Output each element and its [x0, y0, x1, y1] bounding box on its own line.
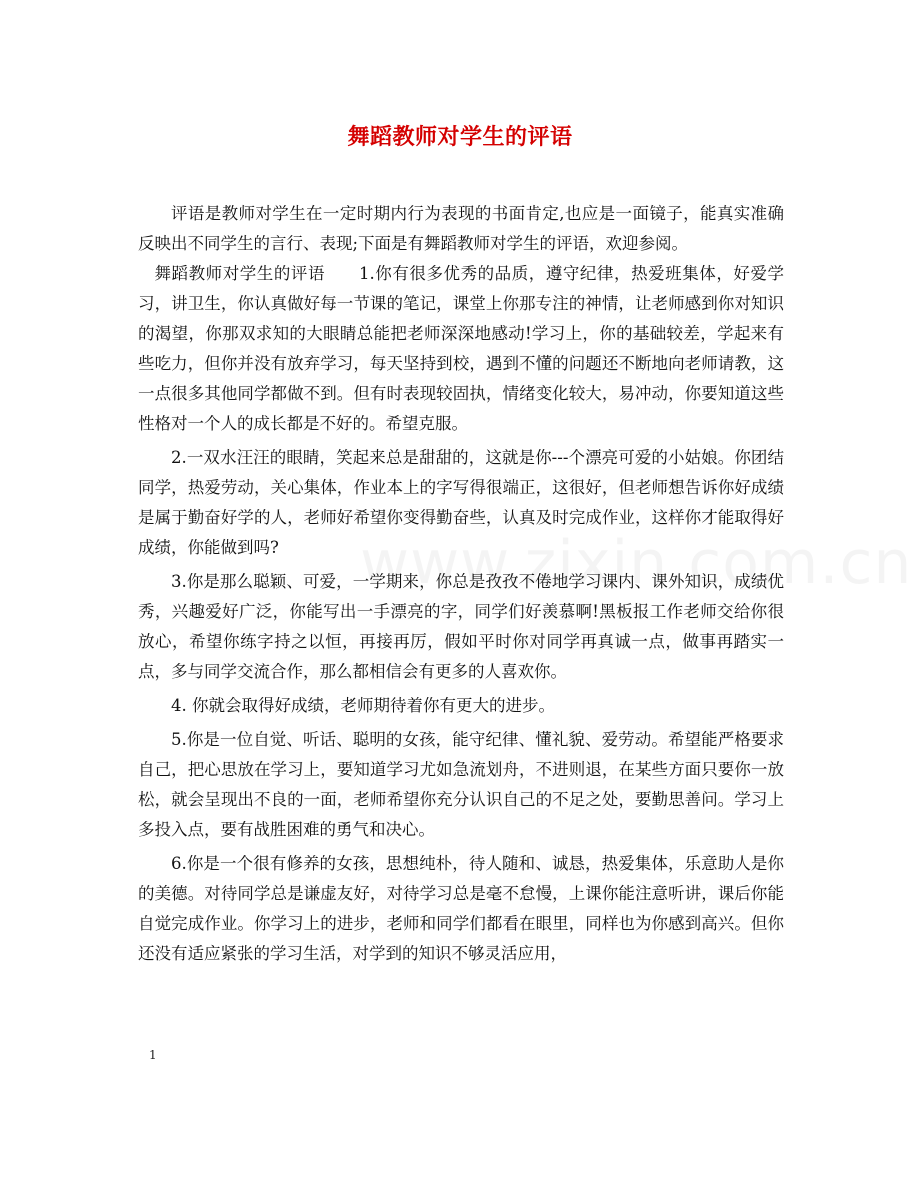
paragraph-1 — [138, 259, 784, 439]
document-body — [138, 199, 784, 973]
paragraph-2: 2.一双水汪汪的眼睛，笑起来总是甜甜的，这就是你---个漂亮可爱的小姑娘。你团结同学，热爱劳动，关心集体，作业本上的字写得很端正，这很好，但老师想告诉你好成绩是属于勤奋好学的人，老师好希望你变得勤奋些，认真及时完成作业，这样你才能取得好成绩，你能做到吗? — [138, 448, 784, 557]
section-heading: 舞蹈教师对学生的评语 — [154, 264, 326, 283]
document-title: 舞蹈教师对学生的评语 — [347, 124, 573, 150]
page-number: 1 — [149, 1048, 157, 1062]
intro-paragraph: 评语是教师对学生在一定时期内行为表现的书面肯定,也应是一面镜子，能真实准确反映出不同学生的言行、表现;下面是有舞蹈教师对学生的评语，欢迎参阅。 — [138, 204, 784, 253]
paragraph-4: 4. 你就会取得好成绩，老师期待着你有更大的进步。 — [171, 696, 555, 715]
paragraph-5: 5.你是一位自觉、听话、聪明的女孩，能守纪律、懂礼貌、爱劳动。希望能严格要求自己，把心思放在学习上，要知道学习尤如急流划舟，不进则退，在某些方面只要你一放松，就会呈现出不良的一面，老师希望你充分认识自己的不足之处，要勤思善问。学习上多投入点，要有战胜困难的勇气和决心。 — [138, 730, 784, 839]
paragraph-3: 3.你是那么聪颖、可爱，一学期来，你总是孜孜不倦地学习课内、课外知识，成绩优秀，兴趣爱好广泛，你能写出一手漂亮的字，同学们好羡慕啊!黑板报工作老师交给你很放心，希望你练字持之以恒，再接再厉，假如平时你对同学再真诚一点，做事再踏实一点，多与同学交流合作，那么都相信会有更多的人喜欢你。 — [138, 572, 784, 681]
paragraph-6: 6.你是一个很有修养的女孩，思想纯朴，待人随和、诚恳，热爱集体，乐意助人是你的美德。对待同学总是谦虚友好，对待学习总是毫不怠慢，上课你能注意听讲，课后你能自觉完成作业。你学习上的进步，老师和同学们都看在眼里，同样也为你感到高兴。但你还没有适应紧张的学习生活，对学到的知识不够灵活应用， — [138, 854, 784, 963]
paragraph-1-text: 1.你有很多优秀的品质，遵守纪律，热爱班集体，好爱学习，讲卫生，你认真做好每一节课的笔记，课堂上你那专注的神情，让老师感到你对知识的渴望，你那双求知的大眼睛总能把老师深深地感动!学习上，你的基础较差，学起来有些吃力，但你并没有放弃学习，每天坚持到校，遇到不懂的问题还不断地向老师请教，这一点很多其他同学都做不到。但有时表现较固执，情绪变化较大，易冲动，你要知道这些性格对一个人的成长都是不好的。希望克服。 — [138, 264, 784, 433]
